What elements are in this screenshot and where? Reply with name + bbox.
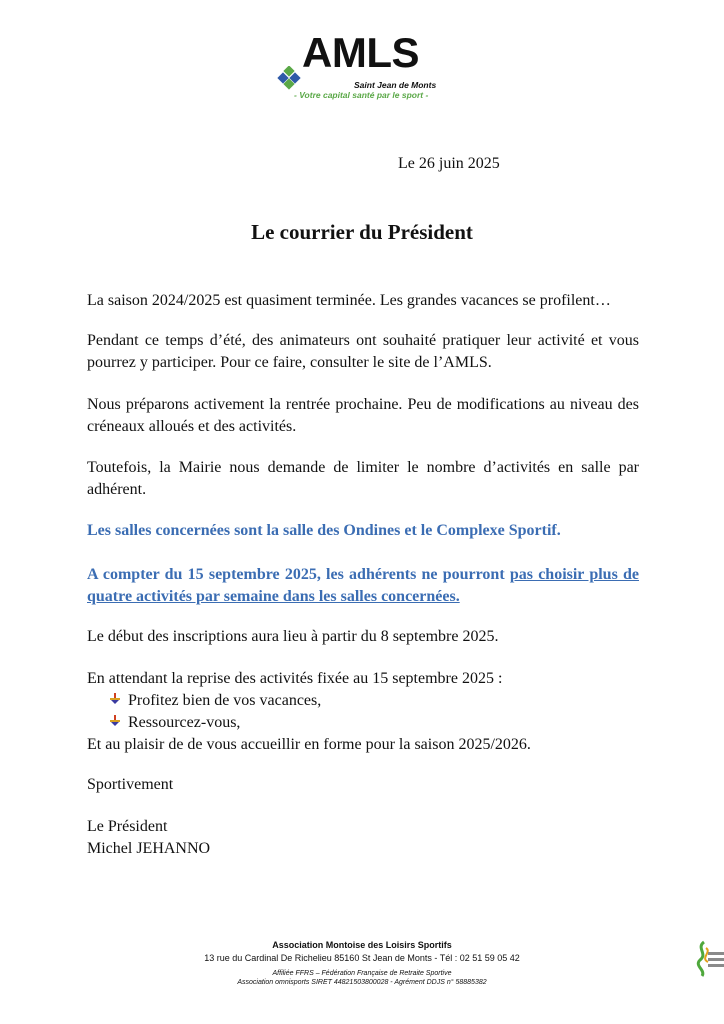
- paragraph-7: Le début des inscriptions aura lieu à partir du 8 septembre 2025.: [87, 628, 499, 645]
- diamond-logo-icon: [276, 66, 302, 92]
- paragraph-5-highlight: Les salles concernées sont la salle des Ondines et le Complexe Sportif.: [87, 522, 561, 539]
- paragraph-2: Pendant ce temps d’été, des animateurs ont souhaité pratiquer leur activité et vous pourrez y participer. Pour ce faire, consulter le site de l’AMLS.: [87, 332, 639, 371]
- bullet-text: Profitez bien de vos vacances,: [128, 692, 322, 709]
- list-item: [108, 712, 240, 734]
- signature-title: Le Président: [87, 818, 168, 835]
- footer-org-name: Association Montoise des Loisirs Sportifs: [272, 940, 452, 950]
- bullet-arrow-icon: [108, 692, 122, 706]
- paragraph-1: La saison 2024/2025 est quasiment terminée. Les grandes vacances se profilent…: [87, 292, 611, 309]
- logo-motto: - Votre capital santé par le sport -: [294, 90, 429, 100]
- paragraph-6-part1: A compter du 15 septembre 2025, les adhérents ne pourront: [87, 566, 510, 583]
- bullet-arrow-icon: [108, 714, 122, 728]
- paragraph-8: En attendant la reprise des activités fixée au 15 septembre 2025 :: [87, 670, 503, 687]
- paragraph-9: Et au plaisir de de vous accueillir en forme pour la saison 2025/2026.: [87, 736, 531, 753]
- ffrs-logo-icon: [694, 938, 724, 978]
- footer-registration: Association omnisports SIRET 44821503800028 - Agrément DDJS n° 58885382: [237, 979, 487, 986]
- list-item: [108, 690, 321, 712]
- paragraph-6-highlight: [87, 564, 639, 608]
- letter-date: Le 26 juin 2025: [398, 155, 500, 172]
- paragraph-3: Nous préparons activement la rentrée prochaine. Peu de modifications au niveau des créneaux alloués et des activités.: [87, 396, 639, 435]
- logo-city: Saint Jean de Monts: [354, 80, 437, 90]
- closing: Sportivement: [87, 776, 174, 793]
- signature-name: Michel JEHANNO: [87, 840, 211, 857]
- bullet-text: Ressourcez-vous,: [128, 714, 241, 731]
- amls-logo: [276, 29, 446, 100]
- footer-address: 13 rue du Cardinal De Richelieu 85160 St Jean de Monts - Tél : 02 51 59 05 42: [204, 953, 520, 963]
- letter-title: Le courrier du Président: [251, 220, 473, 244]
- paragraph-4: Toutefois, la Mairie nous demande de limiter le nombre d’activités en salle par adhérent.: [87, 459, 639, 498]
- paragraph-6-underlined: pas choisir plus de quatre activités par semaine dans les salles concernées.: [87, 566, 639, 605]
- logo-name: AMLS: [302, 29, 419, 76]
- footer-affiliation: Affiliée FFRS – Fédération Française de Retraite Sportive: [272, 970, 452, 977]
